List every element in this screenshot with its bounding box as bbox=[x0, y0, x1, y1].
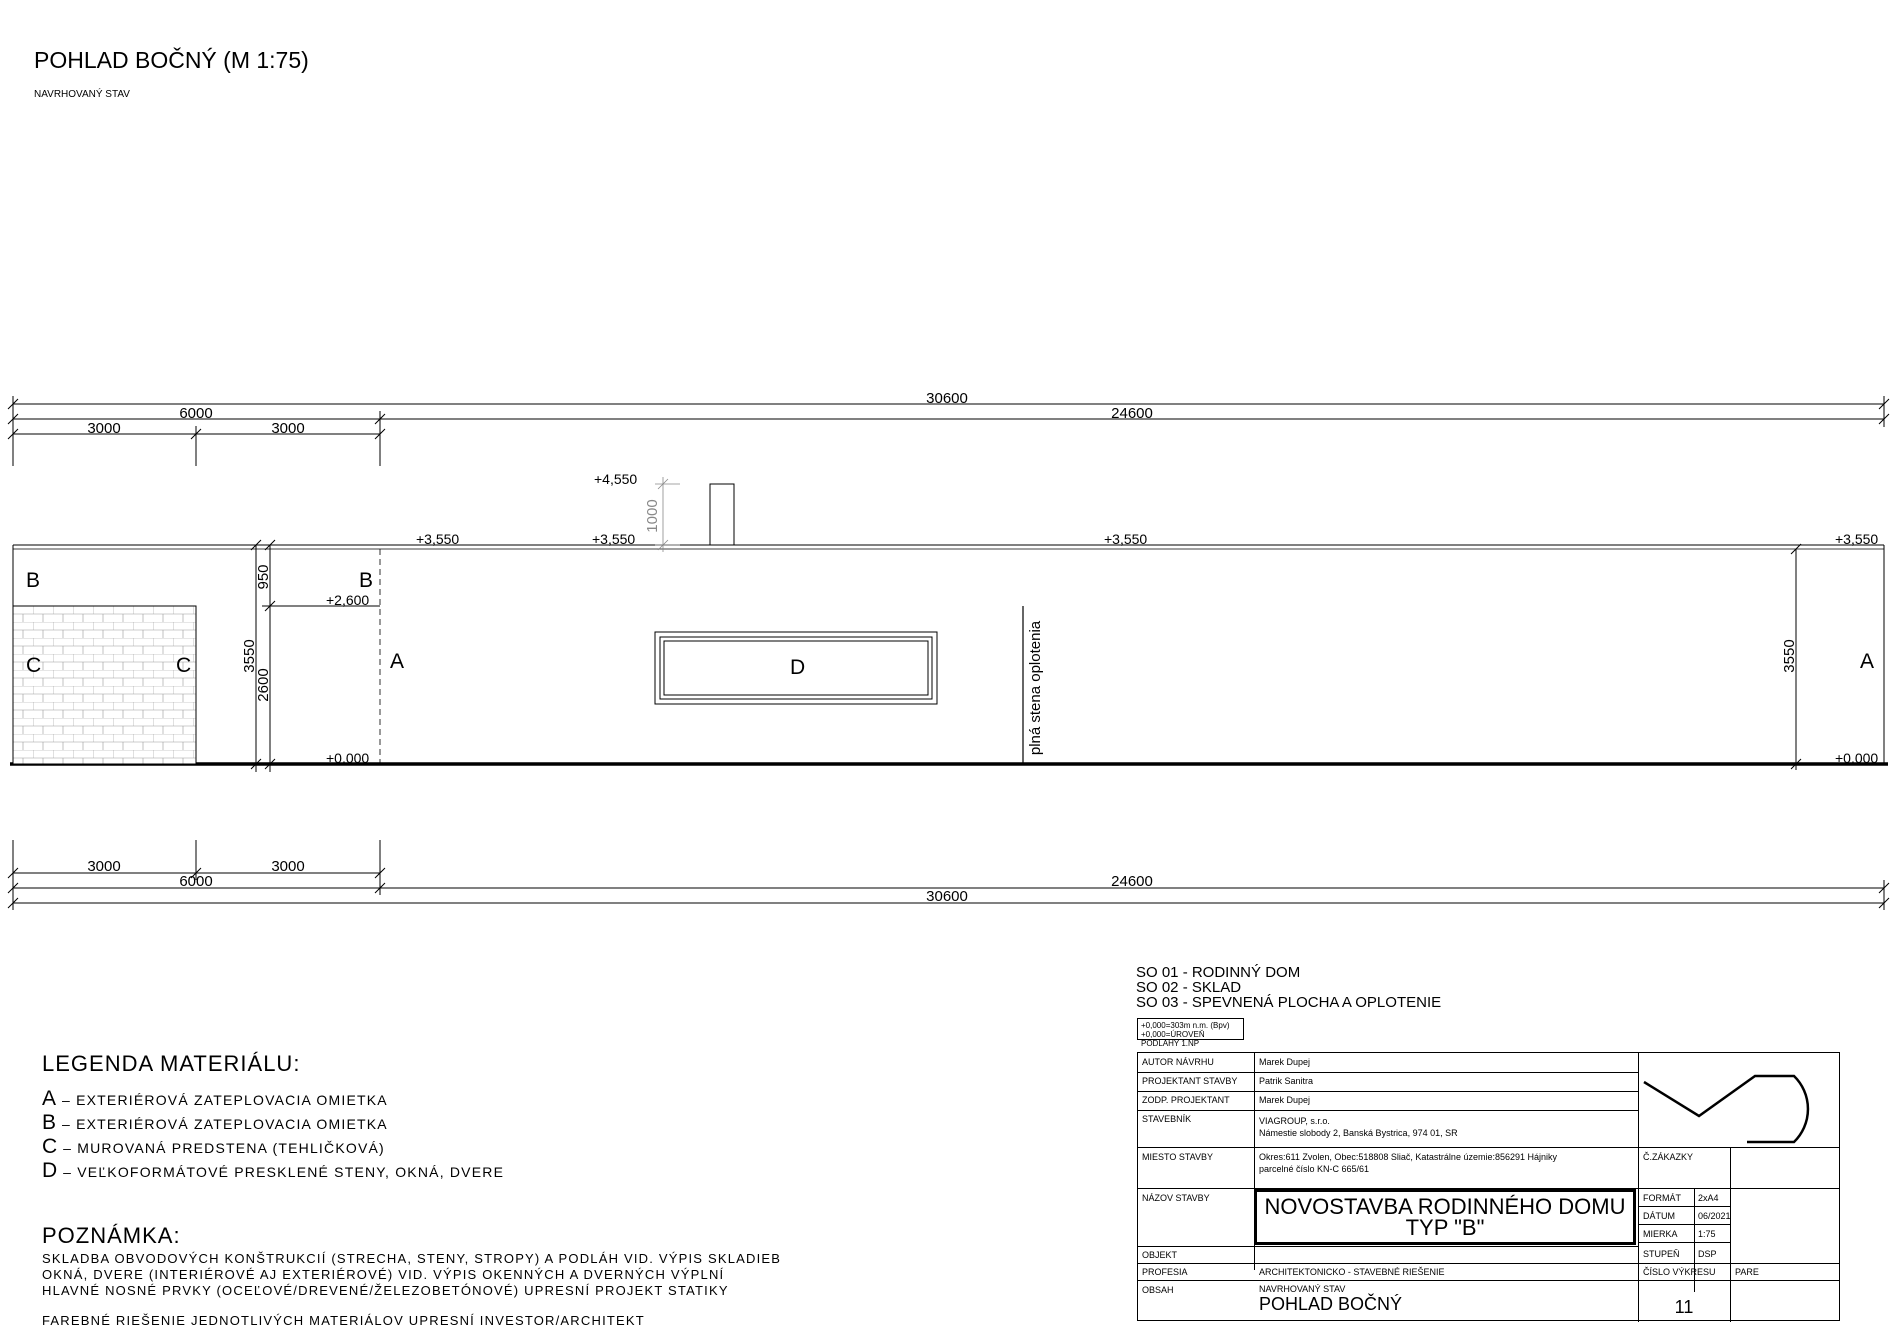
project-name-box: NOVOSTAVBA RODINNÉHO DOMU TYP "B" bbox=[1254, 1189, 1636, 1245]
order-label: Č.ZÁKAZKY bbox=[1643, 1152, 1694, 1162]
author-label: AUTOR NÁVRHU bbox=[1142, 1057, 1214, 1067]
format-value: 2xA4 bbox=[1698, 1193, 1719, 1203]
legend-item-a: A – EXTERIÉROVÁ ZATEPLOVACIA OMIETKA bbox=[42, 1087, 388, 1110]
dim-top-right: 24600 bbox=[1111, 405, 1153, 422]
dim-lower-part: 2600 bbox=[255, 668, 272, 702]
level-mid: +2,600 bbox=[326, 592, 370, 608]
responsible-label: ZODP. PROJEKTANT bbox=[1142, 1095, 1230, 1105]
material-d: D bbox=[790, 656, 806, 679]
content-sub: NAVRHOVANÝ STAV bbox=[1259, 1284, 1346, 1294]
material-a-left: A bbox=[390, 650, 405, 673]
material-b-left: B bbox=[26, 569, 41, 592]
note-extra: FAREBNÉ RIEŠENIE JEDNOTLIVÝCH MATERIÁLOV UPRESNÍ INVESTOR/ARCHITEKT bbox=[42, 1313, 645, 1328]
object-list bbox=[1136, 965, 1441, 1010]
responsible-value: Marek Dupej bbox=[1259, 1095, 1311, 1105]
level-roof-c: +3,550 bbox=[1104, 531, 1148, 547]
client-value-2: Námestie slobody 2, Banská Bystrica, 974 01, SR bbox=[1259, 1128, 1458, 1138]
client-value-1: VIAGROUP, s.r.o. bbox=[1259, 1116, 1330, 1126]
format-label: FORMÁT bbox=[1643, 1193, 1681, 1203]
legend-item-b: B – EXTERIÉROVÁ ZATEPLOVACIA OMIETKA bbox=[42, 1111, 388, 1134]
chimney bbox=[710, 484, 734, 545]
drawing-subtitle: NAVRHOVANÝ STAV bbox=[34, 89, 130, 100]
material-c-right: C bbox=[176, 654, 192, 677]
note-title: POZNÁMKA: bbox=[42, 1223, 181, 1248]
level-roof-a: +3,550 bbox=[416, 531, 460, 547]
stage-value: DSP bbox=[1698, 1249, 1717, 1259]
scale-value: 1:75 bbox=[1698, 1229, 1716, 1239]
drawing-number-value: 11 bbox=[1674, 1297, 1694, 1317]
title-block bbox=[1137, 1052, 1840, 1321]
md-logo-icon bbox=[1639, 1054, 1839, 1146]
note-line-3: HLAVNÉ NOSNÉ PRVKY (OCEĽOVÉ/DREVENÉ/ŽELEZOBETÓNOVÉ) UPRESNÍ PROJEKT STATIKY bbox=[42, 1283, 729, 1298]
material-c-left: C bbox=[26, 654, 42, 677]
site-value-2: parcelné číslo KN-C 665/61 bbox=[1259, 1164, 1370, 1174]
stage-label: STUPEŇ bbox=[1643, 1249, 1680, 1259]
date-label: DÁTUM bbox=[1643, 1211, 1675, 1221]
profession-label: PROFESIA bbox=[1142, 1267, 1188, 1277]
designer-value: Patrik Sanitra bbox=[1259, 1076, 1314, 1086]
dim-top-total: 30600 bbox=[926, 390, 968, 407]
dim-bottom-total: 30600 bbox=[926, 888, 968, 905]
level-chimney-top: +4,550 bbox=[594, 471, 638, 487]
site-label: MIESTO STAVBY bbox=[1142, 1152, 1214, 1162]
object-label: OBJEKT bbox=[1142, 1250, 1178, 1260]
level-roof-b: +3,550 bbox=[592, 531, 636, 547]
object-so03: SO 03 - SPEVNENÁ PLOCHA A OPLOTENIE bbox=[1136, 994, 1442, 1011]
dim-top-seg2: 3000 bbox=[271, 420, 305, 437]
building-outline bbox=[10, 545, 1888, 764]
brick-cladding bbox=[13, 606, 196, 764]
object-so02: SO 02 - SKLAD bbox=[1136, 979, 1242, 996]
scale-label: MIERKA bbox=[1643, 1229, 1678, 1239]
drawing-number-label: ČÍSLO VÝKRESU bbox=[1643, 1267, 1716, 1277]
legend-item-c: C – MUROVANÁ PREDSTENA (TEHLIČKOVÁ) bbox=[42, 1135, 385, 1158]
dim-upper-band: 950 bbox=[255, 564, 272, 590]
profession-value: ARCHITEKTONICKO - STAVEBNÉ RIEŠENIE bbox=[1259, 1267, 1445, 1277]
client-label: STAVEBNÍK bbox=[1142, 1114, 1192, 1124]
dim-bottom-seg2: 3000 bbox=[271, 858, 305, 875]
dim-bottom-right: 24600 bbox=[1111, 873, 1153, 890]
level-ground-right: +0,000 bbox=[1835, 750, 1879, 766]
legend-title: LEGENDA MATERIÁLU: bbox=[42, 1051, 301, 1076]
dim-bottom-seg1: 3000 bbox=[87, 858, 121, 875]
level-ground-left: +0,000 bbox=[326, 750, 370, 766]
project-name-label: NÁZOV STAVBY bbox=[1142, 1193, 1210, 1203]
date-value: 06/2021 bbox=[1698, 1211, 1731, 1221]
dim-bottom-left-group: 6000 bbox=[179, 873, 213, 890]
object-so01: SO 01 - RODINNÝ DOM bbox=[1136, 964, 1301, 981]
material-a-right: A bbox=[1860, 650, 1875, 673]
note-line-2: OKNÁ, DVERE (INTERIÉROVÉ AJ EXTERIÉROVÉ) VID. VÝPIS OKENNÝCH A DVERNÝCH VÝPLNÍ bbox=[42, 1267, 725, 1282]
designer-label: PROJEKTANT STAVBY bbox=[1142, 1076, 1238, 1086]
dim-wall-height-left: 3550 bbox=[241, 639, 258, 673]
datum-note: +0,000=303m n.m. (Bpv) +0,000=ÚROVEŇ PODLAHY 1.NP bbox=[1137, 1018, 1244, 1040]
dim-chimney-height: 1000 bbox=[644, 499, 661, 533]
fence-wall-note: plná stena oplotenia bbox=[1027, 620, 1044, 756]
legend-item-d: D – VEĽKOFORMÁTOVÉ PRESKLENÉ STENY, OKNÁ, DVERE bbox=[42, 1159, 505, 1182]
content-label: OBSAH bbox=[1142, 1285, 1174, 1295]
dim-wall-height-right: 3550 bbox=[1781, 639, 1798, 673]
pare-label: PARE bbox=[1735, 1267, 1759, 1277]
material-b-right: B bbox=[359, 569, 374, 592]
note-line-1: SKLADBA OBVODOVÝCH KONŠTRUKCIÍ (STRECHA, STENY, STROPY) A PODLÁH VID. VÝPIS SKLADIEB bbox=[42, 1251, 782, 1266]
content-value: POHLAD BOČNÝ bbox=[1259, 1294, 1403, 1314]
dim-top-seg1: 3000 bbox=[87, 420, 121, 437]
drawing-title: POHLAD BOČNÝ (M 1:75) bbox=[34, 47, 309, 73]
dim-top-left-group: 6000 bbox=[179, 405, 213, 422]
author-value: Marek Dupej bbox=[1259, 1057, 1311, 1067]
level-roof-d: +3,550 bbox=[1835, 531, 1879, 547]
site-value-1: Okres:611 Zvolen, Obec:518808 Sliač, Katastrálne územie:856291 Hájniky bbox=[1259, 1152, 1558, 1162]
